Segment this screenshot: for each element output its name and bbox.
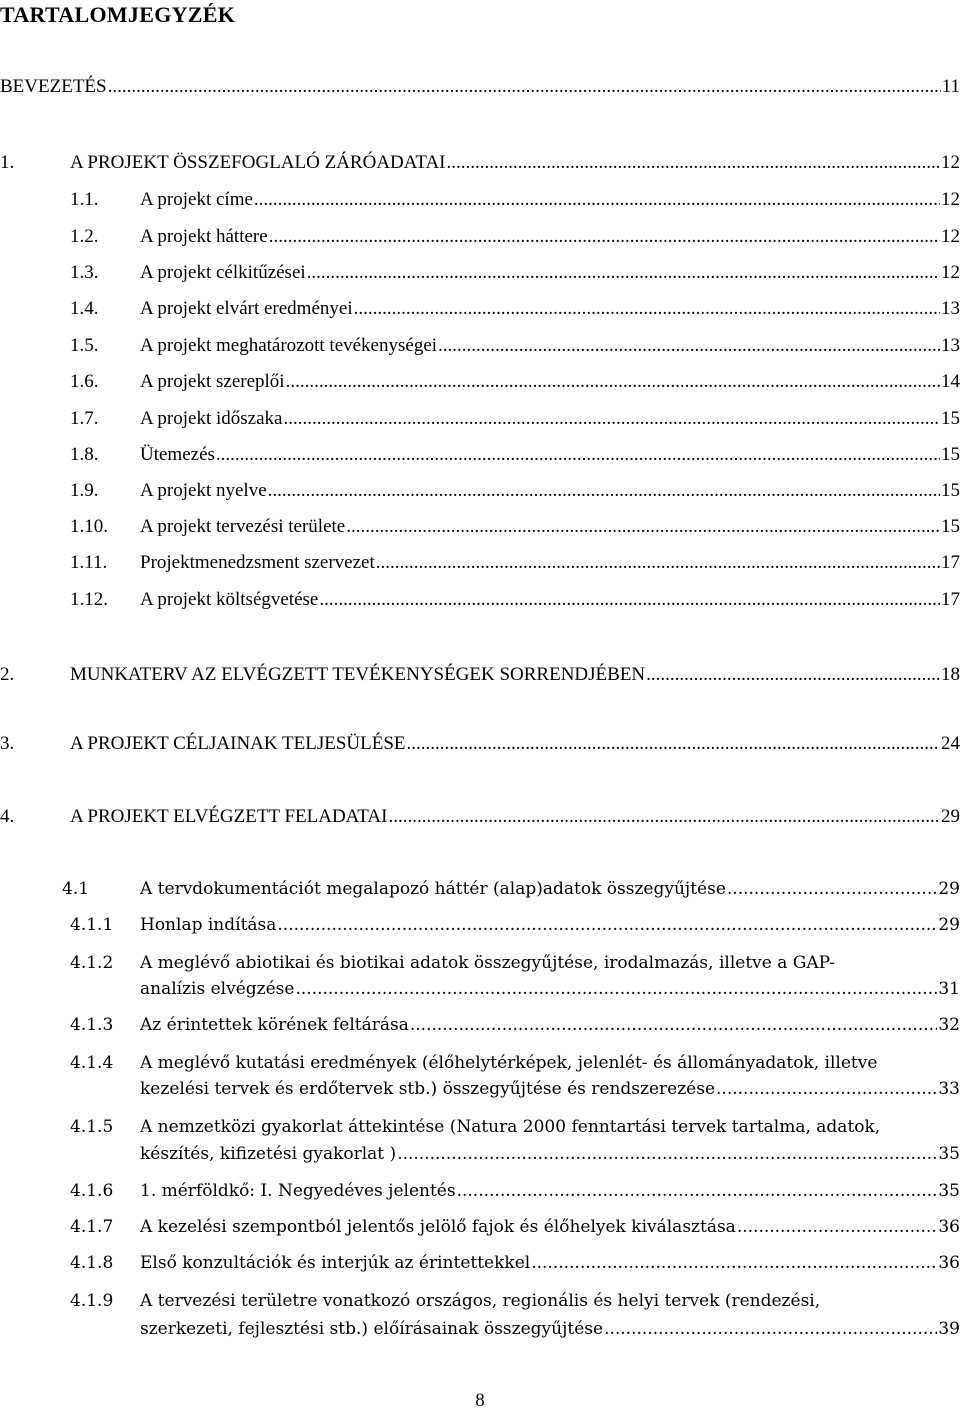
toc-entry-number: 4.1 (62, 879, 90, 899)
toc-entry-4-1-5-cont[interactable] (140, 1143, 960, 1165)
toc-entry-number: 1.9. (70, 480, 99, 501)
toc-entry-subsection[interactable] (70, 552, 960, 574)
toc-entry-page: 35 (938, 1144, 960, 1164)
toc-entry-subsection[interactable] (70, 189, 960, 211)
dot-leader (307, 262, 940, 284)
dot-leader (319, 589, 940, 611)
toc-entry-number: 1. (0, 152, 15, 173)
toc-entry-subsection[interactable] (70, 262, 960, 284)
toc-entry-subsection[interactable] (70, 480, 960, 502)
toc-entry-subsection[interactable] (70, 335, 960, 357)
toc-entry-section-4[interactable] (0, 806, 960, 828)
toc-entry-label: A projekt elvárt eredményei (140, 298, 353, 319)
toc-entry-4-1-1[interactable] (70, 914, 960, 936)
toc-entry-number: 1.12. (70, 589, 108, 610)
dot-leader (376, 552, 940, 574)
toc-entry-label: 1. mérföldkő: I. Negyedéves jelentés (140, 1181, 456, 1201)
dot-leader (716, 1078, 937, 1100)
dot-leader (268, 480, 940, 502)
toc-entry-page: 24 (941, 733, 960, 754)
toc-entry-label: A projekt szereplői (140, 371, 285, 392)
toc-entry-label: A PROJEKT ÖSSZEFOGLALÓ ZÁRÓADATAI (70, 152, 446, 173)
dot-leader (407, 733, 940, 755)
toc-entry-number: 1.2. (70, 226, 99, 247)
toc-entry-number: 4.1.9 (70, 1291, 114, 1311)
toc-entry-label: Első konzultációk és interjúk az érintettekkel (140, 1253, 531, 1273)
toc-entry-number: 1.5. (70, 335, 99, 356)
toc-entry-page: 14 (941, 371, 960, 392)
toc-entry-4-1-2-cont[interactable] (140, 978, 960, 1000)
toc-entry-number: 4. (0, 806, 15, 827)
dot-leader (283, 408, 940, 430)
toc-entry-number: 1.8. (70, 444, 99, 465)
toc-entry-label: A projekt tervezési területe (140, 516, 346, 537)
toc-entry-label-line1: A meglévő kutatási eredmények (élőhelytérképek, jelenlét- és állományadatok, illetve (140, 1053, 878, 1073)
toc-entry-number: 1.7. (70, 408, 99, 429)
toc-entry-label-line2: kezelési tervek és erdőtervek stb.) összegyűjtése és rendszerezése (140, 1079, 716, 1099)
toc-entry-subsection[interactable] (70, 371, 960, 393)
toc-entry-label-line1: A tervezési területre vonatkozó országos, regionális és helyi tervek (rendezési, (140, 1291, 821, 1311)
dot-leader (604, 1318, 937, 1340)
toc-entry-number: 4.1.2 (70, 953, 114, 973)
toc-entry-page: 11 (941, 76, 960, 97)
toc-entry-label: Projektmenedzsment szervezet (140, 552, 375, 573)
toc-entry-number: 4.1.3 (70, 1015, 114, 1035)
toc-entry-number: 4.1.4 (70, 1053, 114, 1073)
toc-entry-page: 15 (941, 516, 960, 537)
toc-entry-section-2[interactable] (0, 664, 960, 686)
toc-entry-page: 15 (941, 480, 960, 501)
toc-entry-number: 3. (0, 733, 15, 754)
toc-entry-number: 1.6. (70, 371, 99, 392)
dot-leader (457, 1180, 938, 1202)
toc-entry-4-1-9[interactable] (70, 1290, 960, 1312)
toc-entry-number: 1.4. (70, 298, 99, 319)
toc-entry-4-1-7[interactable] (70, 1216, 960, 1238)
toc-entry-page: 18 (941, 664, 960, 685)
toc-entry-4-1-3[interactable] (70, 1014, 960, 1036)
toc-heading: TARTALOMJEGYZÉK (0, 2, 236, 27)
toc-entry-number: 1.1. (70, 189, 99, 210)
toc-entry-number: 2. (0, 664, 15, 685)
dot-leader (737, 1216, 938, 1238)
toc-entry-page: 31 (938, 979, 960, 999)
toc-entry-page: 17 (941, 589, 960, 610)
toc-entry-page: 12 (941, 152, 960, 173)
toc-entry-label: A projekt címe (140, 189, 253, 210)
toc-entry-subsection[interactable] (70, 298, 960, 320)
toc-entry-label: MUNKATERV AZ ELVÉGZETT TEVÉKENYSÉGEK SORRENDJÉBEN (70, 664, 646, 685)
toc-entry-page: 33 (938, 1079, 960, 1099)
toc-entry-number: 1.11. (70, 552, 108, 573)
toc-entry-4-1-6[interactable] (70, 1180, 960, 1202)
toc-entry-label: A projekt időszaka (140, 408, 283, 429)
toc-entry-section-3[interactable] (0, 733, 960, 755)
toc-entry-label: Honlap indítása (140, 915, 277, 935)
toc-entry-label-line1: A nemzetközi gyakorlat áttekintése (Natura 2000 fenntartási tervek tartalma, adatok, (140, 1117, 881, 1137)
toc-entry-number: 4.1.8 (70, 1253, 114, 1273)
dot-leader (269, 226, 940, 248)
dot-leader (438, 335, 940, 357)
toc-entry-page: 12 (941, 262, 960, 283)
toc-entry-4-1-2[interactable] (70, 952, 960, 974)
page-number: 8 (475, 1390, 485, 1411)
dot-leader (295, 978, 937, 1000)
toc-entry-page: 13 (941, 335, 960, 356)
toc-entry-label: A projekt nyelve (140, 480, 267, 501)
dot-leader (388, 806, 940, 828)
toc-entry-number: 1.10. (70, 516, 108, 537)
toc-entry-intro[interactable] (0, 76, 960, 98)
toc-entry-4-1[interactable] (62, 878, 960, 900)
toc-entry-page: 36 (938, 1217, 960, 1237)
toc-entry-label: A PROJEKT CÉLJAINAK TELJESÜLÉSE (70, 733, 406, 754)
toc-entry-subsection[interactable] (70, 226, 960, 248)
toc-entry-label: BEVEZETÉS (0, 76, 107, 97)
toc-entry-label: A projekt meghatározott tevékenységei (140, 335, 438, 356)
dot-leader (286, 371, 940, 393)
toc-entry-label: A projekt költségvetése (140, 589, 319, 610)
dot-leader (410, 1014, 938, 1036)
toc-entry-label-line2: analízis elvégzése (140, 979, 295, 999)
toc-entry-label: Az érintettek körének feltárása (140, 1015, 409, 1035)
toc-entry-4-1-4[interactable] (70, 1052, 960, 1074)
toc-entry-number: 4.1.7 (70, 1217, 114, 1237)
toc-entry-page: 29 (938, 879, 960, 899)
toc-entry-4-1-4-cont[interactable] (140, 1078, 960, 1100)
toc-entry-page: 39 (938, 1319, 960, 1339)
dot-leader (727, 878, 937, 900)
toc-entry-page: 15 (941, 444, 960, 465)
toc-entry-page: 13 (941, 298, 960, 319)
toc-entry-label: A tervdokumentációt megalapozó háttér (alap)adatok összegyűjtése (140, 879, 726, 899)
toc-entry-label: A kezelési szempontból jelentős jelölő fajok és élőhelyek kiválasztása (140, 1217, 736, 1237)
toc-entry-subsection[interactable] (70, 408, 960, 430)
toc-entry-number: 1.3. (70, 262, 99, 283)
toc-entry-4-1-9-cont[interactable] (140, 1318, 960, 1340)
toc-entry-label-line1: A meglévő abiotikai és biotikai adatok összegyűjtése, irodalmazás, illetve a GAP- (140, 953, 835, 973)
dot-leader (354, 298, 940, 320)
toc-entry-number: 4.1.5 (70, 1117, 114, 1137)
toc-entry-label-line2: szerkezeti, fejlesztési stb.) előírásainak összegyűjtése (140, 1319, 604, 1339)
toc-entry-label: A PROJEKT ELVÉGZETT FELADATAI (70, 806, 388, 827)
dot-leader (216, 444, 940, 466)
dot-leader (531, 1252, 937, 1274)
toc-entry-page: 32 (938, 1015, 960, 1035)
toc-entry-number: 4.1.6 (70, 1181, 114, 1201)
dot-leader (346, 516, 940, 538)
toc-entry-page: 29 (938, 915, 960, 935)
toc-entry-page: 17 (941, 552, 960, 573)
toc-entry-page: 12 (941, 226, 960, 247)
toc-entry-number: 4.1.1 (70, 915, 114, 935)
toc-entry-page: 29 (941, 806, 960, 827)
dot-leader (254, 189, 940, 211)
dot-leader (277, 914, 937, 936)
dot-leader (397, 1143, 937, 1165)
toc-entry-page: 35 (938, 1181, 960, 1201)
toc-entry-subsection[interactable] (70, 516, 960, 538)
toc-entry-subsection[interactable] (70, 589, 960, 611)
toc-entry-page: 36 (938, 1253, 960, 1273)
toc-entry-label-line2: készítés, kifizetési gyakorlat ) (140, 1144, 397, 1164)
dot-leader (447, 152, 940, 174)
dot-leader (646, 664, 940, 686)
toc-entry-subsection[interactable] (70, 444, 960, 466)
toc-entry-page: 12 (941, 189, 960, 210)
toc-entry-label: Ütemezés (140, 444, 215, 465)
toc-entry-4-1-5[interactable] (70, 1116, 960, 1138)
toc-entry-section-1[interactable] (0, 152, 960, 174)
toc-entry-label: A projekt célkitűzései (140, 262, 306, 283)
toc-entry-4-1-8[interactable] (70, 1252, 960, 1274)
toc-entry-label: A projekt háttere (140, 226, 268, 247)
toc-entry-page: 15 (941, 408, 960, 429)
dot-leader (108, 76, 941, 98)
